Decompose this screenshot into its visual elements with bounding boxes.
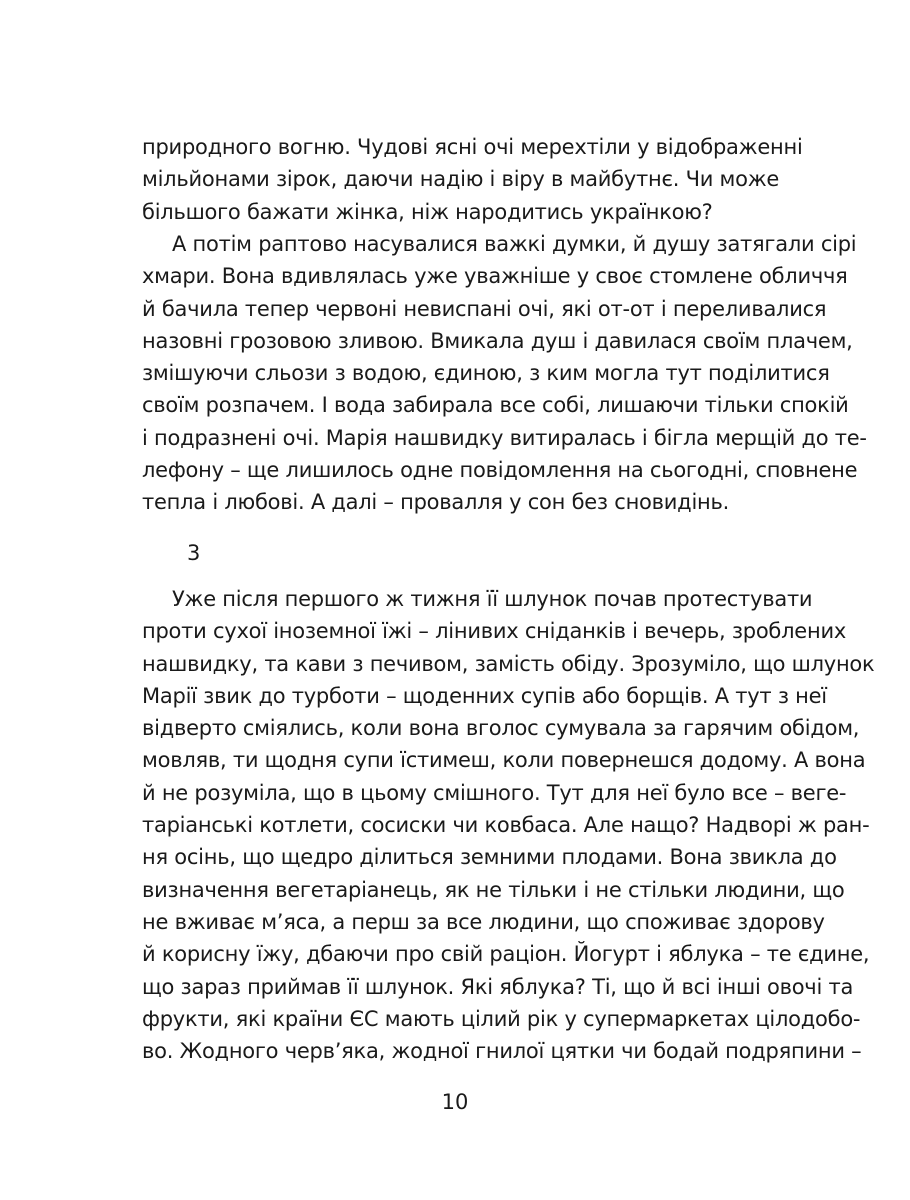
text-line: проти сухої іноземної їжі – лінивих сніданків і вечерь, зроблених xyxy=(142,619,847,644)
text-line: Марії звик до турботи – щоденних супів або борщів. А тут з неї xyxy=(142,683,827,708)
text-line: А потім раптово насувалися важкі думки, й душу затягали сірі xyxy=(172,232,857,256)
text-line: фрукти, які країни ЄС мають цілий рік у супермаркетах цілодобо- xyxy=(142,1006,861,1031)
text-line: лефону – ще лишилось одне повідомлення на сьогодні, сповнене xyxy=(142,458,858,483)
text-line: таріанські котлети, сосиски чи ковбаса. Але нащо? Надворі ж ран- xyxy=(142,813,870,838)
text-line: змішуючи сльози з водою, єдиною, з ким могла тут поділитися xyxy=(142,361,830,386)
paragraph-continued xyxy=(142,131,803,228)
text-line: і подразнені очі. Марія нашвидку витиралась і бігла мерщій до те- xyxy=(142,425,867,450)
text-line: нашвидку, та кави з печивом, замість обіду. Зрозуміло, що шлунок xyxy=(142,651,875,676)
paragraph xyxy=(142,583,875,1067)
text-line: тепла і любові. А далі – провалля у сон без сновидінь. xyxy=(142,490,730,515)
page-number: 10 xyxy=(441,1090,469,1114)
text-line: назовні грозовою зливою. Вмикала душ і давилася своїм плачем, xyxy=(142,328,853,353)
text-line: во. Жодного черв’яка, жодної гнилої цятки чи бодай подряпини – xyxy=(142,1039,862,1064)
text-line: ня осінь, що щедро ділиться земними плодами. Вона звикла до xyxy=(142,845,837,870)
text-line: хмари. Вона вдивлялась уже уважніше у своє стомлене обличчя xyxy=(142,264,848,289)
text-line: й корисну їжу, дбаючи про свій раціон. Йогурт і яблука – те єдине, xyxy=(142,942,870,967)
text-line: визначення вегетаріанець, як не тільки і не стільки людини, що xyxy=(142,877,845,902)
paragraph xyxy=(142,228,867,519)
text-line: що зараз приймав її шлунок. Які яблука? Ті, що й всі інші овочі та xyxy=(142,974,854,999)
text-line: й бачила тепер червоні невиспані очі, які от-от і переливалися xyxy=(142,296,827,321)
text-line: не вживає м’яса, а перш за все людини, що споживає здорову xyxy=(142,909,825,934)
text-line: мільйонами зірок, даючи надію і віру в майбутнє. Чи може xyxy=(142,167,780,192)
text-line: мовляв, ти щодня супи їстимеш, коли повернешся додому. А вона xyxy=(142,748,866,773)
text-line: більшого бажати жінка, ніж народитись українкою? xyxy=(142,199,713,224)
text-line: відверто сміялись, коли вона вголос сумувала за гарячим обідом, xyxy=(142,716,860,741)
section-number: 3 xyxy=(187,541,201,565)
text-line: й не розуміла, що в цьому смішного. Тут для неї було все – веге- xyxy=(142,780,847,805)
text-line: Уже після першого ж тижня її шлунок почав протестувати xyxy=(172,587,813,611)
text-line: своїм розпачем. І вода забирала все собі, лишаючи тільки спокій xyxy=(142,393,849,418)
text-line: природного вогню. Чудові ясні очі мерехтіли у відображенні xyxy=(142,135,803,159)
